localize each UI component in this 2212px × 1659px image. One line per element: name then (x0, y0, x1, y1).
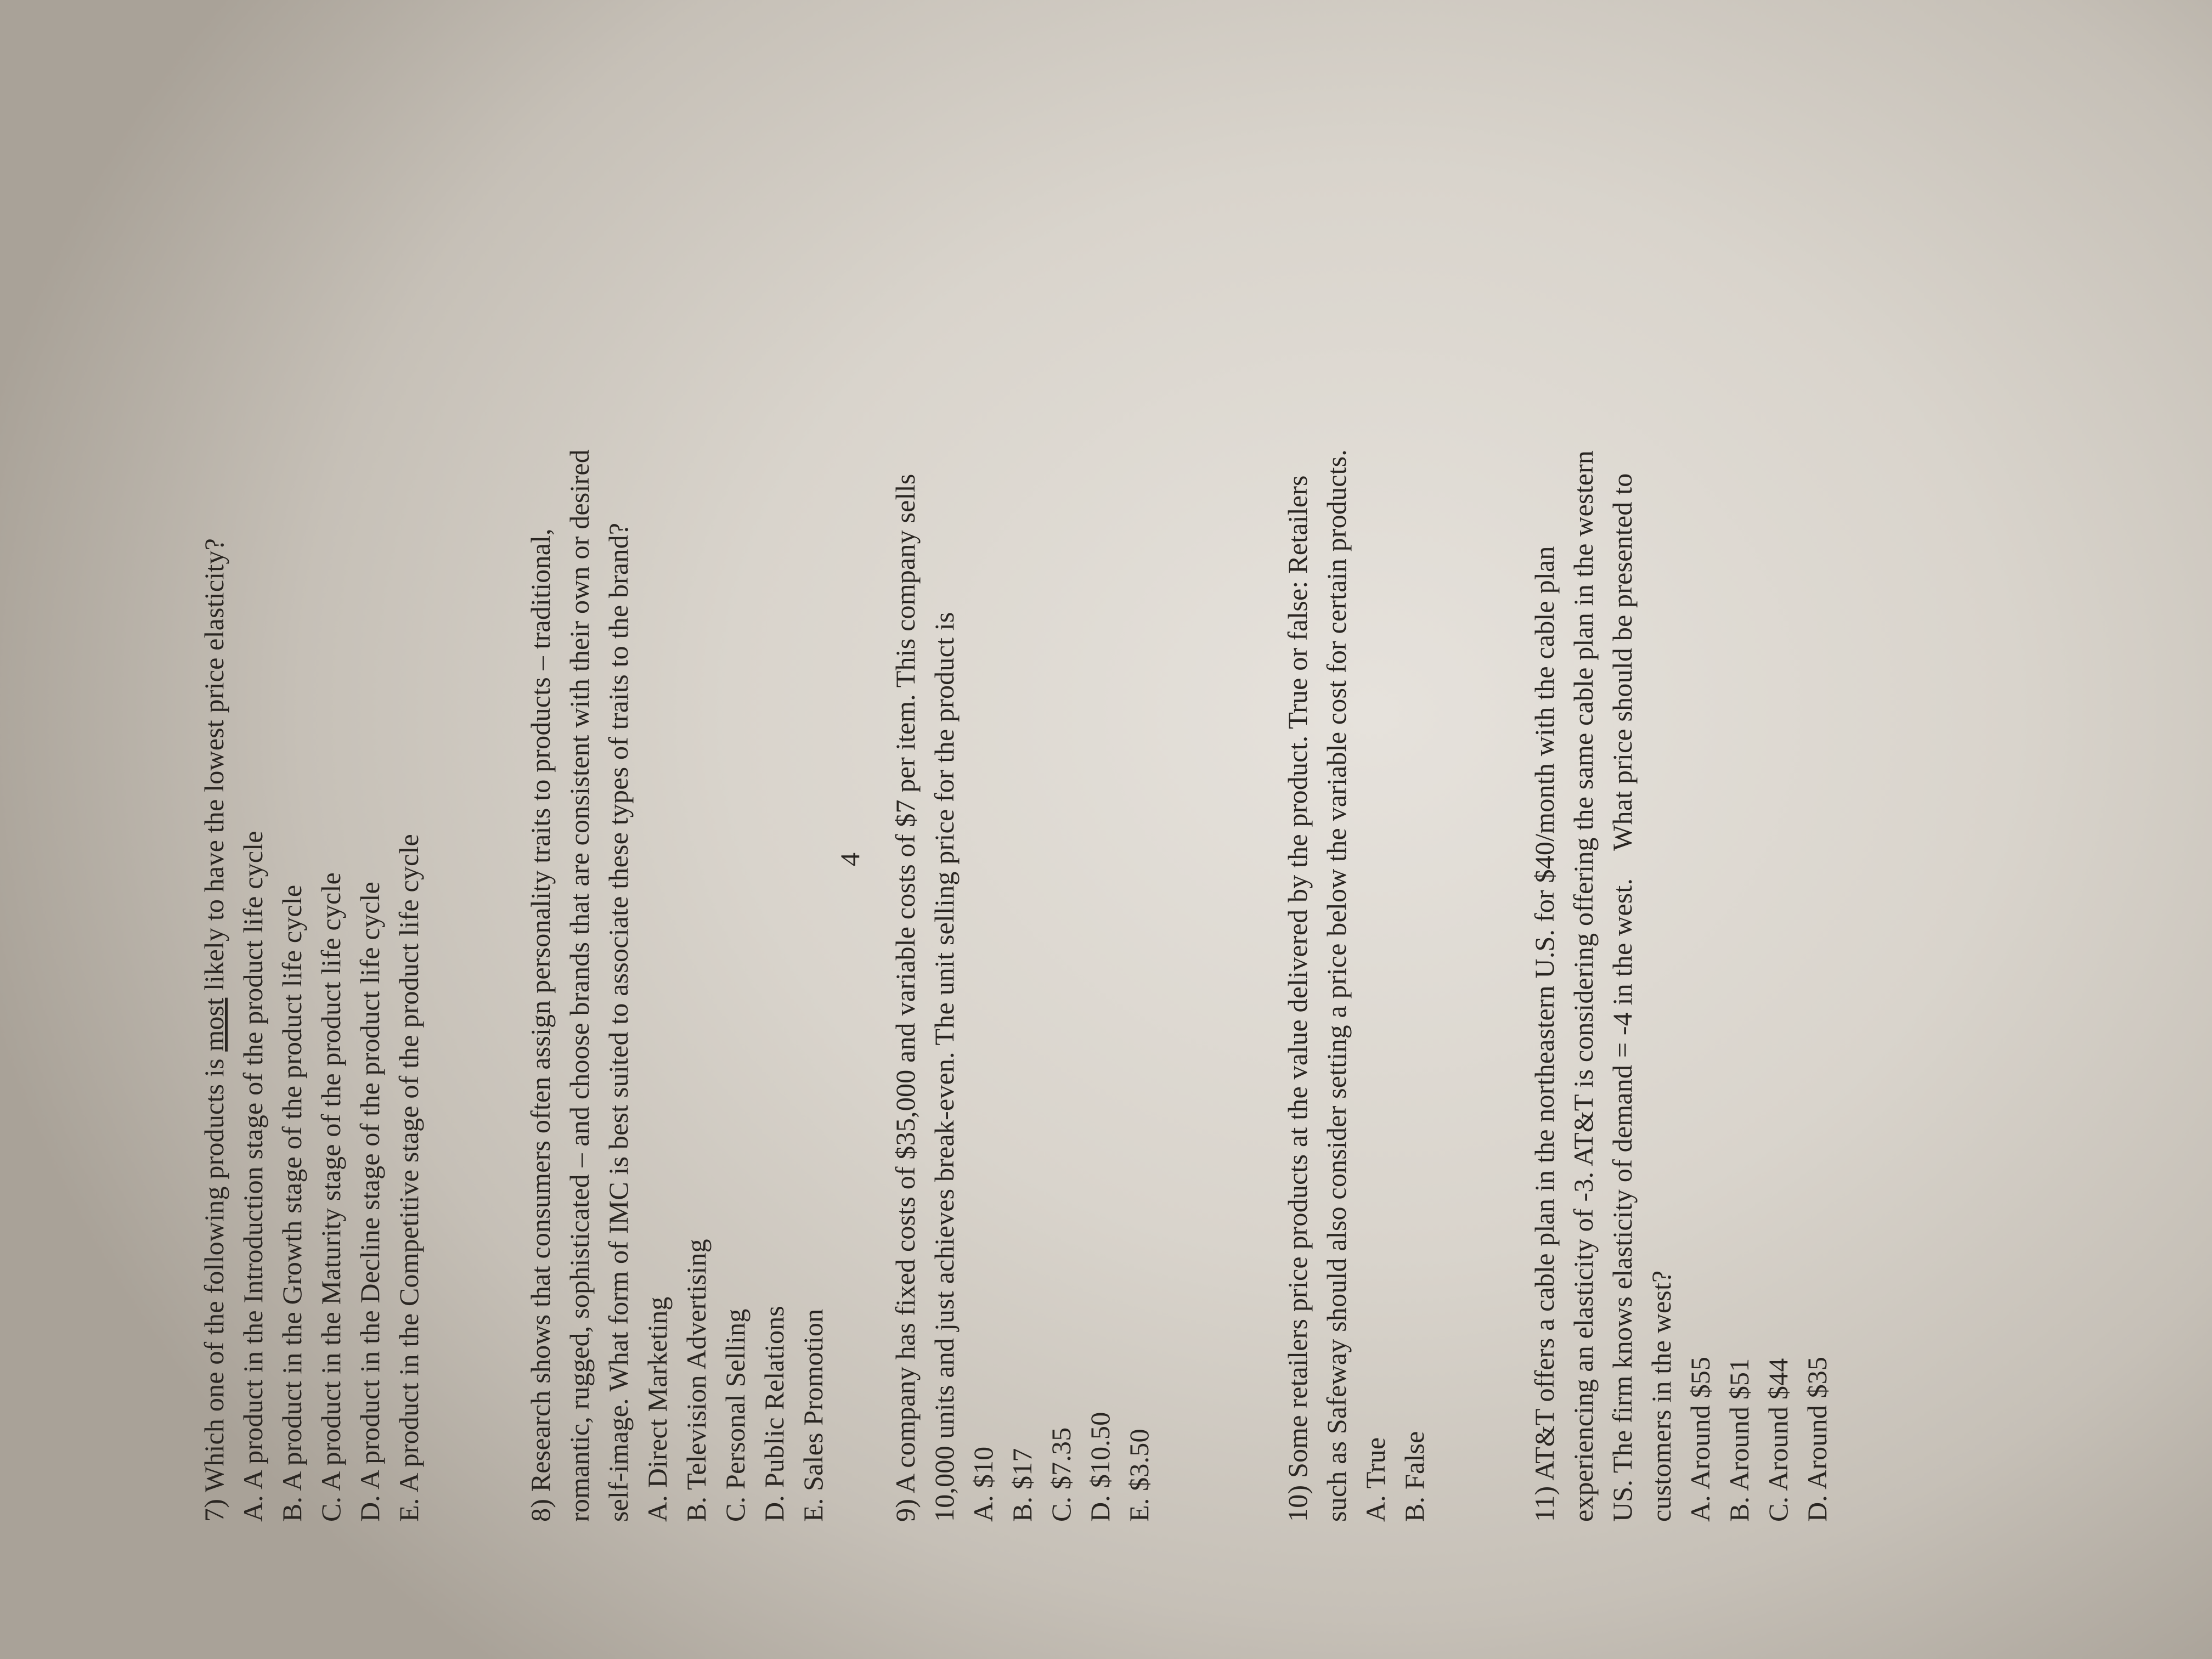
option-b: B. Around $51 (1724, 1358, 1754, 1522)
option-b: B. False (1399, 1431, 1430, 1522)
question-9 (886, 41, 1159, 1522)
option-c: C. A product in the Maturity stage of the product life cycle (315, 872, 346, 1522)
option-c: C. Personal Selling (720, 1308, 751, 1522)
question-7-stem-end: likely to have the lowest price elasticity? (199, 538, 229, 998)
question-11-stem-line-1: 11) AT&T offers a cable plan in the northeastern U.S. for $40/month with the cable plan (1529, 546, 1560, 1522)
option-a: A. True (1360, 1437, 1391, 1522)
page-number: 4 (834, 853, 865, 866)
option-a: A. Around $55 (1685, 1356, 1716, 1522)
question-9-stem-line-2: 10,000 units and just achieves break-even. The unit selling price for the product is (929, 612, 960, 1522)
option-d: D. Around $35 (1802, 1356, 1832, 1522)
option-d: D. $10.50 (1085, 1412, 1115, 1522)
question-10-stem-line-1: 10) Some retailers price products at the value delivered by the product. True or false: Retailers (1282, 475, 1313, 1522)
option-a: A. Direct Marketing (642, 1296, 673, 1522)
option-c: C. $7.35 (1046, 1427, 1076, 1522)
option-e: E. $3.50 (1124, 1429, 1154, 1522)
option-e: E. Sales Promotion (798, 1308, 828, 1522)
option-b: B. $17 (1007, 1448, 1037, 1522)
question-10 (1278, 41, 1434, 1522)
question-7-stem (195, 41, 234, 1522)
question-10-stem-line-2: such as Safeway should also consider setting a price below the variable cost for certain products. (1321, 449, 1352, 1522)
question-8-stem-line-2: romantic, rugged, sophisticated – and choose brands that are consistent with their own or desired (564, 449, 595, 1522)
question-8 (521, 41, 833, 1522)
option-a: A. A product in the Introduction stage of the product life cycle (238, 831, 268, 1522)
question-11-stem-line-2: experiencing an elasticity of -3. AT&T is considering offering the same cable plan in the western (1568, 450, 1599, 1522)
option-c: C. Around $44 (1763, 1358, 1793, 1522)
question-7-stem-emphasis: most (199, 997, 229, 1052)
option-d: D. A product in the Decline stage of the product life cycle (354, 882, 385, 1522)
question-11-stem-line-3: US. The firm knows elasticity of demand = -4 in the west. What price should be presented to (1607, 473, 1638, 1522)
question-7-stem-start: 7) Which one of the following products is (199, 1051, 229, 1522)
question-11 (1525, 41, 1837, 1522)
question-9-stem-line-1: 9) A company has fixed costs of $35,000 and variable costs of $7 per item. This company sells (890, 473, 921, 1522)
question-8-stem-line-3: self-image. What form of IMC is best suited to associate these types of traits to the brand? (603, 522, 634, 1522)
question-8-stem-line-1: 8) Research shows that consumers often assign personality traits to products – traditional, (525, 528, 556, 1522)
option-e: E. A product in the Competitive stage of the product life cycle (393, 834, 424, 1522)
question-7 (195, 41, 428, 1522)
option-d: D. Public Relations (759, 1305, 789, 1522)
option-b: B. Television Advertising (681, 1239, 712, 1522)
option-a: A. $10 (968, 1446, 998, 1522)
question-11-stem-line-4: customers in the west? (1646, 1270, 1677, 1522)
option-b: B. A product in the Growth stage of the product life cycle (276, 884, 307, 1522)
